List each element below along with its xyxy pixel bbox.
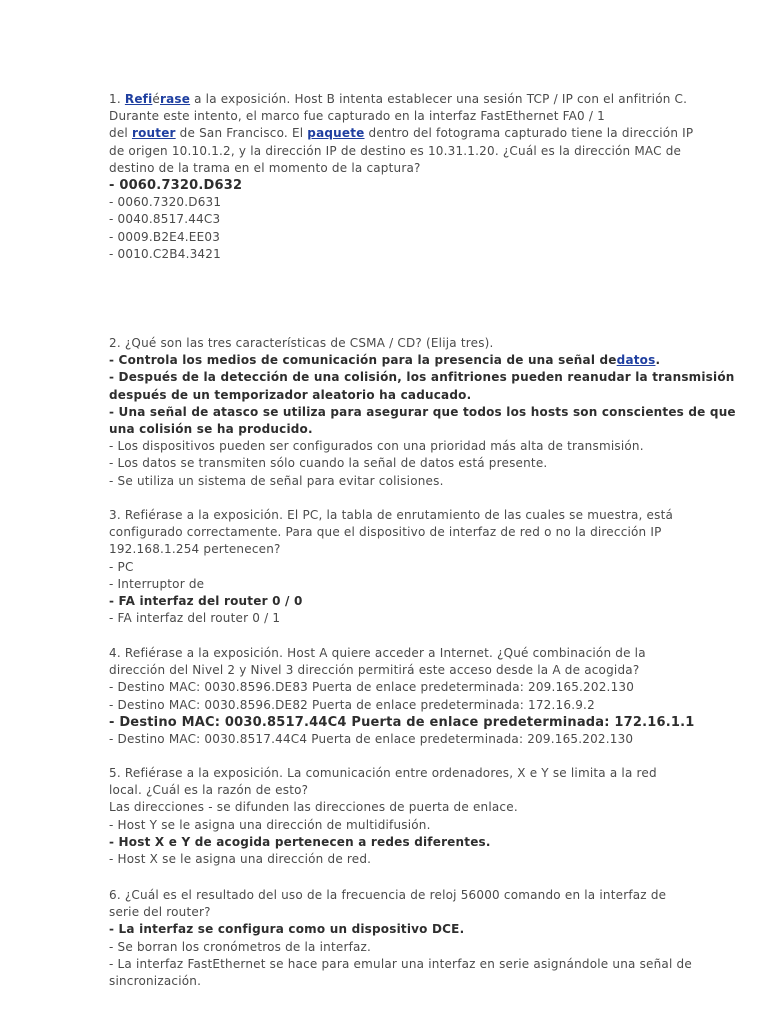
question-1-correct-answer: - 0060.7320.D632 bbox=[109, 178, 243, 194]
question-3-option: - PC bbox=[109, 559, 134, 574]
question-1-text-3a: del bbox=[109, 126, 132, 141]
question-6-line-1: 6. ¿Cuál es el resultado del uso de la frecuencia de reloj 56000 comando en la interfaz de bbox=[109, 888, 667, 902]
question-1-accent: é bbox=[152, 92, 160, 106]
question-1-line-2: Durante este intento, el marco fue capturado en la interfaz FastEthernet FA0 / 1 bbox=[109, 109, 605, 124]
datos-link[interactable]: datos bbox=[616, 353, 656, 368]
question-1-text-3b: de San Francisco. El bbox=[175, 126, 308, 141]
question-6-correct-answer: - La interfaz se configura como un dispositivo DCE. bbox=[109, 922, 465, 937]
question-5-correct-answer: - Host X e Y de acogida pertenecen a redes diferentes. bbox=[109, 834, 491, 849]
question-4 bbox=[109, 645, 695, 748]
question-2-option: - Se utiliza un sistema de señal para evitar colisiones. bbox=[109, 473, 444, 488]
question-1-option: - 0009.B2E4.EE03 bbox=[109, 229, 221, 244]
question-3-line-2: configurado correctamente. Para que el dispositivo de interfaz de red o no la dirección IP bbox=[109, 525, 662, 540]
question-2-answer-3-line-2: una colisión se ha producido. bbox=[109, 422, 313, 437]
refierase-link-part-1[interactable]: Refi bbox=[124, 92, 153, 106]
question-2-answer-1-text: - Controla los medios de comunicación para la presencia de una señal de bbox=[109, 353, 617, 368]
question-4-option: - Destino MAC: 0030.8517.44C4 Puerta de enlace predeterminada: 209.165.202.130 bbox=[109, 732, 634, 747]
question-4-correct-answer: - Destino MAC: 0030.8517.44C4 Puerta de enlace predeterminada: 172.16.1.1 bbox=[109, 714, 695, 730]
question-6-line-2: serie del router? bbox=[109, 905, 211, 920]
question-5-option: Las direcciones - se difunden las direcciones de puerta de enlace. bbox=[109, 800, 518, 815]
question-3-option: - Interruptor de bbox=[109, 576, 205, 591]
question-6-option: - Se borran los cronómetros de la interfaz. bbox=[109, 939, 372, 954]
question-4-line-2: dirección del Nivel 2 y Nivel 3 dirección permitirá este acceso desde la A de acogida? bbox=[109, 663, 640, 678]
question-4-line-1: 4. Refiérase a la exposición. Host A quiere acceder a Internet. ¿Qué combinación de la bbox=[109, 646, 646, 660]
question-2-option: - Los dispositivos pueden ser configurados con una prioridad más alta de transmisión. bbox=[109, 439, 644, 454]
question-5-line-2: local. ¿Cuál es la razón de esto? bbox=[109, 783, 309, 798]
question-1-text-3c: dentro del fotograma capturado tiene la dirección IP bbox=[364, 126, 694, 141]
question-1-text: a la exposición. Host B intenta establecer una sesión TCP / IP con el anfitrión C. bbox=[190, 92, 688, 106]
question-1-line-4: de origen 10.10.1.2, y la dirección IP de destino es 10.31.1.20. ¿Cuál es la dirección MAC de bbox=[109, 143, 682, 158]
question-2 bbox=[109, 335, 736, 490]
question-5-option: - Host X se le asigna una dirección de red. bbox=[109, 852, 372, 867]
question-2-answer-1 bbox=[109, 352, 736, 369]
question-1-option: - 0040.8517.44C3 bbox=[109, 212, 221, 227]
question-2-answer-2-line-1: - Después de la detección de una colisión, los anfitriones pueden reanudar la transmisión bbox=[109, 370, 735, 385]
question-5-line-1: 5. Refiérase a la exposición. La comunicación entre ordenadores, X e Y se limita a la red bbox=[109, 766, 657, 780]
question-3-line-1: 3. Refiérase a la exposición. El PC, la tabla de enrutamiento de las cuales se muestra, está bbox=[109, 508, 674, 522]
refierase-link-part-2[interactable]: rase bbox=[159, 92, 191, 106]
question-1-line-5: destino de la trama en el momento de la captura? bbox=[109, 160, 421, 175]
question-3-line-3: 192.168.1.254 pertenecen? bbox=[109, 542, 281, 557]
question-2-answer-1-end: . bbox=[655, 353, 661, 368]
question-2-answer-2-line-2: después de un temporizador aleatorio ha caducado. bbox=[109, 387, 472, 402]
question-1-number: 1. bbox=[109, 92, 125, 106]
question-1 bbox=[109, 91, 693, 263]
question-5 bbox=[109, 765, 657, 868]
question-4-option: - Destino MAC: 0030.8596.DE82 Puerta de enlace predeterminada: 172.16.9.2 bbox=[109, 697, 595, 712]
question-6-option-3-line-2: sincronización. bbox=[109, 974, 202, 989]
paquete-link[interactable]: paquete bbox=[307, 126, 365, 141]
router-link[interactable]: router bbox=[131, 126, 176, 141]
question-2-text: 2. ¿Qué son las tres características de CSMA / CD? (Elija tres). bbox=[109, 336, 494, 350]
question-5-option: - Host Y se le asigna una dirección de multidifusión. bbox=[109, 817, 431, 832]
question-1-line-3 bbox=[109, 125, 693, 142]
question-1-option: - 0060.7320.D631 bbox=[109, 195, 222, 210]
question-2-option: - Los datos se transmiten sólo cuando la señal de datos está presente. bbox=[109, 456, 548, 471]
question-3-correct-answer: - FA interfaz del router 0 / 0 bbox=[109, 594, 303, 609]
question-6 bbox=[109, 887, 692, 990]
question-2-answer-3-line-1: - Una señal de atasco se utiliza para asegurar que todos los hosts son conscientes de que bbox=[109, 404, 736, 419]
question-3-option: - FA interfaz del router 0 / 1 bbox=[109, 611, 281, 626]
question-1-line-1 bbox=[109, 91, 693, 108]
question-4-option: - Destino MAC: 0030.8596.DE83 Puerta de enlace predeterminada: 209.165.202.130 bbox=[109, 680, 635, 695]
question-1-option: - 0010.C2B4.3421 bbox=[109, 246, 221, 261]
question-3 bbox=[109, 507, 673, 627]
question-6-option-3-line-1: - La interfaz FastEthernet se hace para emular una interfaz en serie asignándole una señal de bbox=[109, 956, 692, 971]
